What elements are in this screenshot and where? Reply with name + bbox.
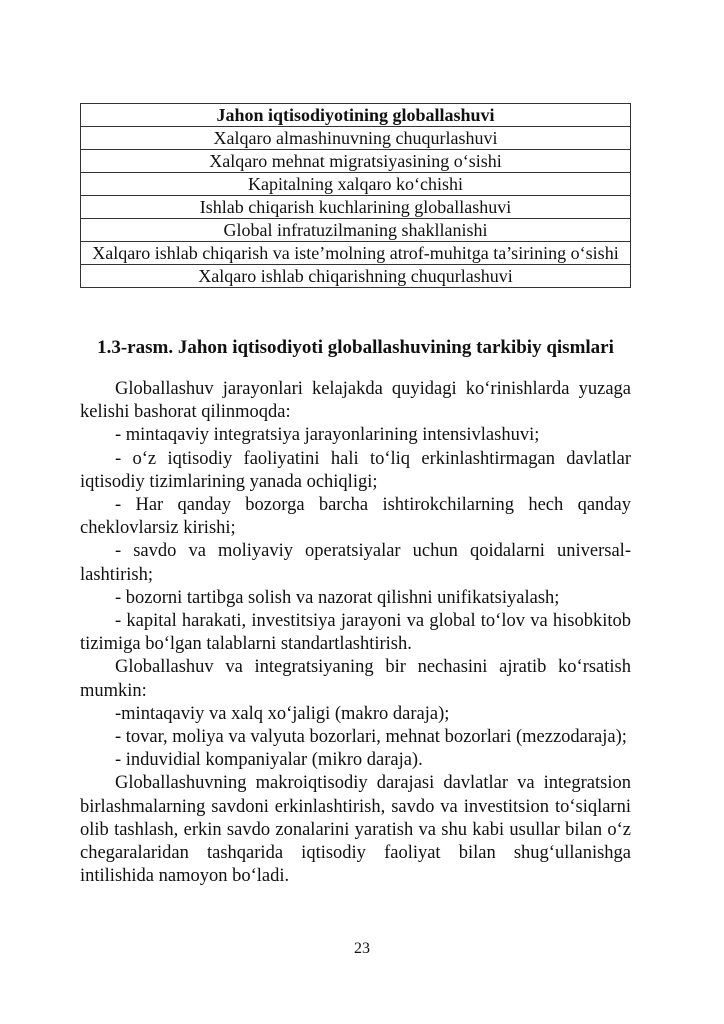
paragraph: Globallashuv jarayonlari kelajakda quyidagi ko‘rinishlarda yuzaga kelishi bashorat qilinmoqda: bbox=[80, 379, 631, 423]
list-item: - o‘z iqtisodiy faoliyatini hali to‘liq erkinlashtirmagan davlatlar iqtisodiy tizimlarining yanada ochiqligi; bbox=[80, 448, 631, 492]
list-item: - mintaqaviy integratsiya jarayonlarining intensivlashuvi; bbox=[115, 425, 540, 446]
table-cell: Global infratuzilmaning shakllanishi bbox=[81, 219, 631, 242]
table-cell: Xalqaro ishlab chiqarishning chuqurlashuvi bbox=[81, 265, 631, 288]
globalization-components-table bbox=[80, 103, 631, 288]
table-row bbox=[81, 127, 631, 150]
table-cell: Kapitalning xalqaro ko‘chishi bbox=[81, 173, 631, 196]
table-row bbox=[81, 219, 631, 242]
body-text bbox=[80, 378, 631, 888]
table-row bbox=[81, 196, 631, 219]
table-row bbox=[81, 150, 631, 173]
figure-caption: 1.3-rasm. Jahon iqtisodiyoti globallashuvining tarkibiy qismlari bbox=[97, 337, 614, 358]
table-cell: Ishlab chiqarish kuchlarining globallashuvi bbox=[81, 196, 631, 219]
table-row bbox=[81, 265, 631, 288]
list-item: - kapital harakati, investitsiya jarayoni va global to‘lov va hisobkitob tizimiga bo‘lgan talablarni standartlashtirish. bbox=[80, 611, 631, 655]
list-item: - Har qanday bozorga barcha ishtirokchilarning hech qanday cheklovlarsiz kirishi; bbox=[80, 495, 631, 539]
list-item: -mintaqaviy va xalq xo‘jaligi (makro daraja); bbox=[115, 703, 450, 724]
table-cell: Xalqaro almashinuvning chuqurlashuvi bbox=[81, 127, 631, 150]
paragraph: Globallashuvning makroiqtisodiy darajasi davlatlar va integratsion birlashmalarning savdoni erkinlashtirish, savdo va investitsion to‘siqlarni olib tashlash, erkin savdo zonalarini yaratish va shu kabi usullar bilan o‘z chegaralaridan tashqarida iqtisodiy faoliyat bilan shug‘ullanishga intilishida namoyon bo‘ladi. bbox=[80, 773, 631, 887]
table-cell: Xalqaro mehnat migratsiyasining o‘sishi bbox=[81, 150, 631, 173]
list-item: - savdo va moliyaviy operatsiyalar uchun qoidalarni universallashtirish; bbox=[80, 541, 631, 585]
list-item: - bozorni tartibga solish va nazorat qilishni unifikatsiyalash; bbox=[115, 587, 560, 608]
paragraph: Globallashuv va integratsiyaning bir nechasini ajratib ko‘rsatish mumkin: bbox=[80, 657, 631, 701]
table-header-cell: Jahon iqtisodiyotining globallashuvi bbox=[81, 104, 631, 127]
table-cell: Xalqaro ishlab chiqarish va iste’molning atrof-muhitga ta’sirining o‘sishi bbox=[81, 242, 631, 265]
table-header-row bbox=[81, 104, 631, 127]
table-row bbox=[81, 242, 631, 265]
table-row bbox=[81, 173, 631, 196]
page-number: 23 bbox=[354, 940, 370, 957]
list-item: - induvidial kompaniyalar (mikro daraja). bbox=[115, 750, 423, 771]
list-item: - tovar, moliya va valyuta bozorlari, mehnat bozorlari (mezzodaraja); bbox=[115, 727, 627, 748]
